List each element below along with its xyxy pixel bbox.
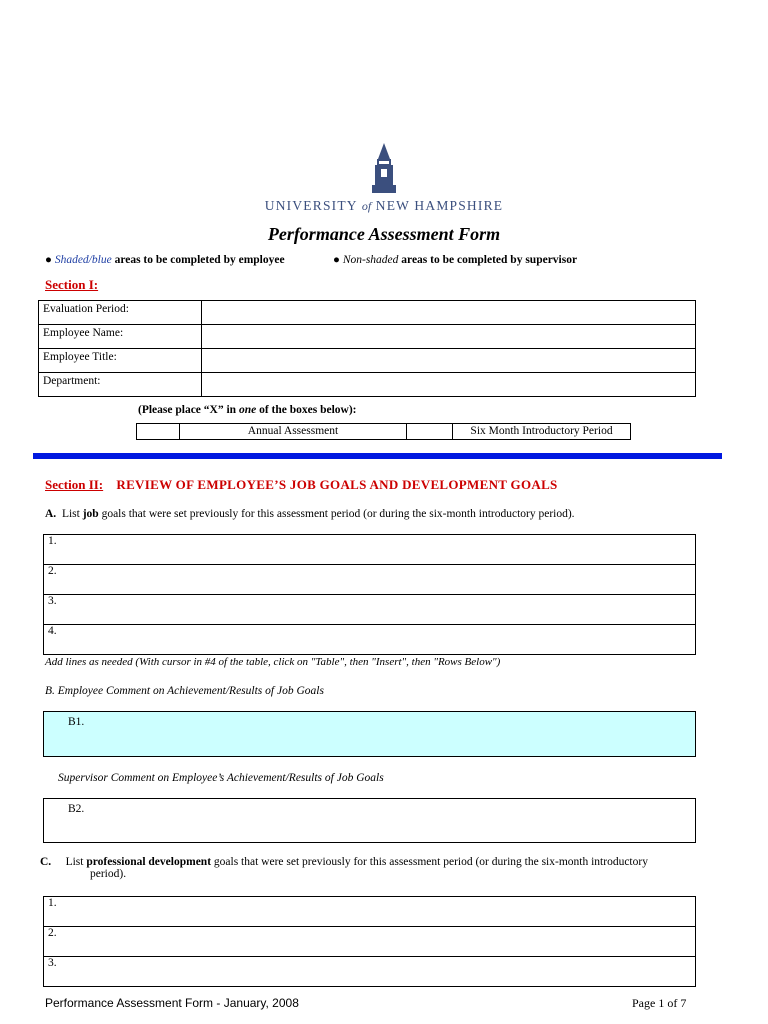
b1-label: B1. (68, 716, 85, 728)
dev-goal-3[interactable]: 3. (44, 957, 696, 987)
employee-info-table (38, 300, 696, 397)
job-goal-1[interactable]: 1. (44, 535, 696, 565)
dev-goals-instruction: C. List professional development goals that were set previously for this assessment period (or during the six-month introductory period). (40, 856, 648, 880)
table-row (44, 625, 696, 655)
six-month-checkbox[interactable] (407, 424, 453, 440)
table-row (39, 325, 696, 349)
job-goal-4[interactable]: 4. (44, 625, 696, 655)
table-row (44, 957, 696, 987)
employee-title-field[interactable] (202, 349, 696, 373)
employee-comment-box[interactable] (43, 711, 696, 757)
b2-label: B2. (68, 803, 85, 815)
supervisor-comment-label: Supervisor Comment on Employee’s Achievement/Results of Job Goals (58, 772, 384, 784)
section-2-label: Section II: (45, 477, 104, 492)
table-row (44, 565, 696, 595)
six-month-label: Six Month Introductory Period (453, 424, 631, 440)
annual-assessment-checkbox[interactable] (137, 424, 180, 440)
employee-name-field[interactable] (202, 325, 696, 349)
university-name: UNIVERSITY of NEW HAMPSHIRE (264, 198, 504, 213)
unh-logo (0, 143, 768, 193)
section-1-label: Section I: (45, 277, 99, 292)
table-row (39, 349, 696, 373)
legend-employee: ● Shaded/blue areas to be completed by employee (45, 254, 285, 266)
job-goal-3[interactable]: 3. (44, 595, 696, 625)
department-field[interactable] (202, 373, 696, 397)
table-row (44, 897, 696, 927)
table-row (44, 927, 696, 957)
legend-supervisor: ● Non-shaded areas to be completed by supervisor (333, 254, 578, 266)
employee-comment-label: B. Employee Comment on Achievement/Results of Job Goals (45, 685, 324, 697)
evaluation-period-field[interactable] (202, 301, 696, 325)
employee-title-label: Employee Title: (39, 349, 202, 373)
table-row (39, 301, 696, 325)
dev-goal-2[interactable]: 2. (44, 927, 696, 957)
footer-page-number: Page 1 of 7 (632, 996, 687, 1010)
section-2-title (45, 477, 558, 493)
annual-assessment-label: Annual Assessment (180, 424, 407, 440)
dev-goals-table (43, 896, 696, 987)
employee-name-label: Employee Name: (39, 325, 202, 349)
job-goals-table (43, 534, 696, 655)
form-title: Performance Assessment Form (267, 224, 501, 244)
evaluation-period-label: Evaluation Period: (39, 301, 202, 325)
table-row (39, 373, 696, 397)
assessment-type-instruction: (Please place “X” in one of the boxes below): (138, 404, 357, 416)
table-row (137, 424, 631, 440)
add-lines-note: Add lines as needed (With cursor in #4 of the table, click on "Table", then "Insert", then "Rows Below") (45, 656, 501, 668)
department-label: Department: (39, 373, 202, 397)
thompson-hall-tower-icon (369, 143, 399, 193)
footer-form-name: Performance Assessment Form - January, 2008 (45, 996, 299, 1010)
section-divider (33, 453, 722, 459)
section-2-heading: REVIEW OF EMPLOYEE’S JOB GOALS AND DEVELOPMENT GOALS (116, 477, 558, 492)
dev-goal-1[interactable]: 1. (44, 897, 696, 927)
job-goals-instruction: A. List job goals that were set previously for this assessment period (or during the six-month introductory period). (45, 508, 575, 520)
assessment-type-table (136, 423, 631, 440)
table-row (44, 595, 696, 625)
table-row (44, 535, 696, 565)
job-goal-2[interactable]: 2. (44, 565, 696, 595)
supervisor-comment-box[interactable] (43, 798, 696, 843)
